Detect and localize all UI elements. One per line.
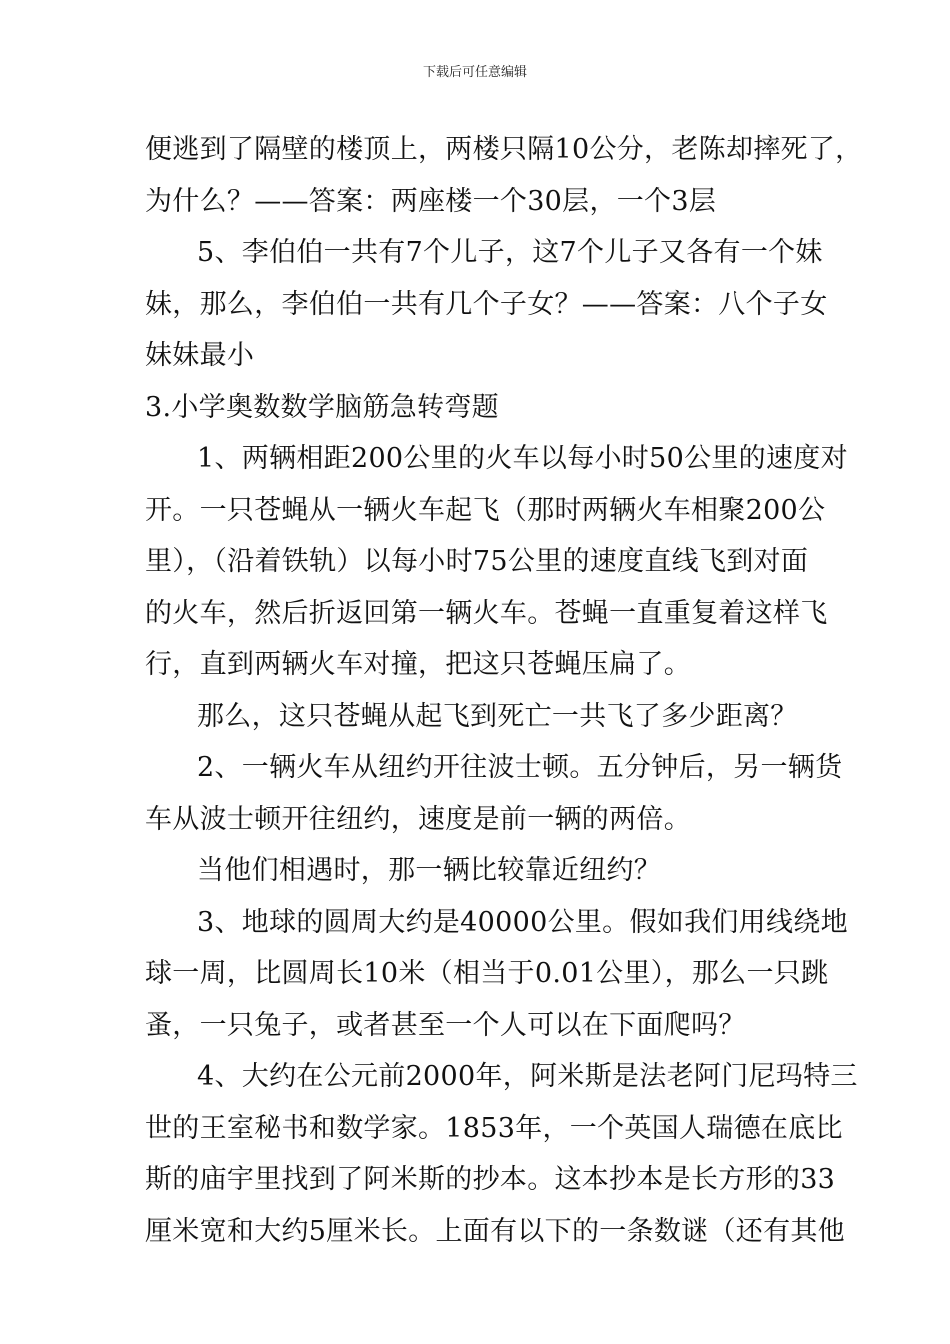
text-line: 便逃到了隔壁的楼顶上，两楼只隔10公分，老陈却摔死了， — [145, 134, 863, 165]
text-line: 的火车，然后折返回第一辆火车。苍蝇一直重复着这样飞 — [145, 597, 828, 629]
text-line: 蚤，一只兔子，或者甚至一个人可以在下面爬吗？ — [145, 1009, 746, 1041]
page-header: 下载后可任意编辑 — [422, 65, 527, 80]
text-line: 妹妹最小 — [145, 340, 255, 371]
text-line: 那么，这只苍蝇从起飞到死亡一共飞了多少距离？ — [197, 700, 798, 732]
text-line: 行，直到两辆火车对撞，把这只苍蝇压扁了。 — [145, 649, 691, 680]
text-line: 世的王室秘书和数学家。1853年，一个英国人瑞德在底比 — [145, 1112, 843, 1144]
text-line: 球一周，比圆周长10米（相当于0.01公里），那么一只跳 — [145, 958, 829, 989]
text-line: 4、大约在公元前2000年，阿米斯是法老阿门尼玛特三 — [197, 1061, 858, 1092]
text-line: 为什么？——答案：两座楼一个30层，一个3层 — [145, 185, 717, 217]
text-line: 里），（沿着铁轨）以每小时75公里的速度直线飞到对面 — [145, 546, 809, 577]
text-line: 3、地球的圆周大约是40000公里。假如我们用线绕地 — [197, 906, 848, 938]
text-line: 当他们相遇时，那一辆比较靠近纽约？ — [197, 855, 662, 886]
text-line: 1、两辆相距200公里的火车以每小时50公里的速度对 — [197, 443, 848, 474]
text-line: 厘米宽和大约5厘米长。上面有以下的一条数谜（还有其他 — [145, 1215, 845, 1247]
text-line: 2、一辆火车从纽约开往波士顿。五分钟后，另一辆货 — [197, 752, 843, 783]
text-line: 妹，那么，李伯伯一共有几个子女？——答案：八个子女 — [145, 288, 828, 320]
section-heading: 3.小学奥数数学脑筋急转弯题 — [145, 391, 499, 423]
text-line: 5、李伯伯一共有7个儿子，这7个儿子又各有一个妹 — [197, 237, 823, 268]
document-body — [145, 124, 863, 1257]
text-line: 车从波士顿开往纽约，速度是前一辆的两倍。 — [145, 803, 691, 835]
text-line: 斯的庙宇里找到了阿米斯的抄本。这本抄本是长方形的33 — [145, 1164, 836, 1195]
text-line: 开。一只苍蝇从一辆火车起飞（那时两辆火车相聚200公 — [145, 494, 826, 526]
